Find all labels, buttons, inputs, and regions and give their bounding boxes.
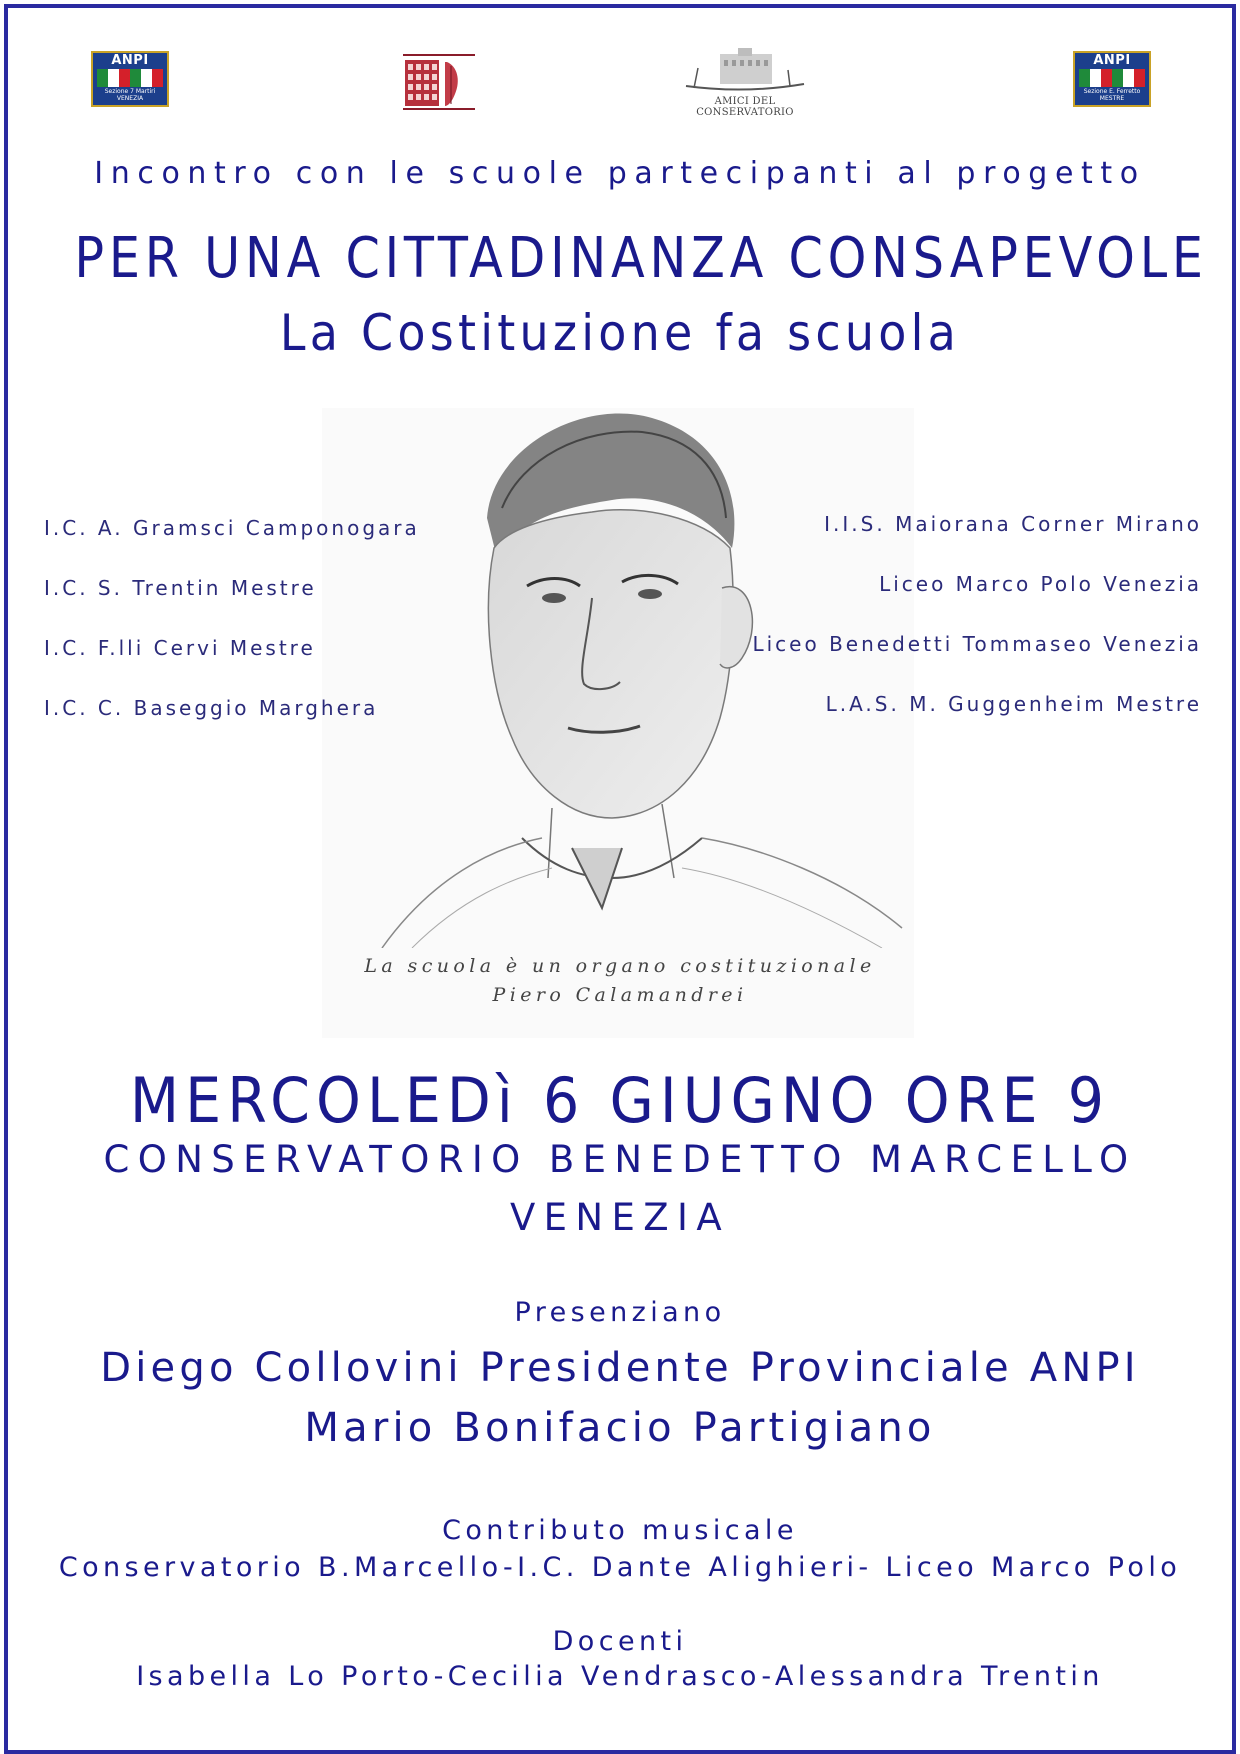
anpi-logo-subtext: Sezione 7 Martiri VENEZIA	[104, 88, 156, 102]
school-right-1: I.I.S. Maiorana Corner Mirano	[824, 512, 1202, 536]
project-title: PER UNA CITTADINANZA CONSAPEVOLE	[74, 226, 1208, 291]
amici-logo-text: AMICI DEL CONSERVATORIO	[696, 96, 794, 118]
event-date: MERCOLEDì 6 GIUGNO ORE 9	[129, 1064, 1111, 1137]
amici-del-conservatorio-logo	[680, 48, 810, 118]
teachers-label: Docenti	[552, 1626, 688, 1657]
anpi-venezia-logo	[91, 51, 169, 107]
intro-text: Incontro con le scuole partecipanti al progetto	[94, 156, 1146, 191]
building-icon	[680, 48, 810, 92]
conservatorio-logo	[403, 50, 475, 112]
italian-flag-icon	[1079, 69, 1145, 87]
portrait-sketch-image	[322, 408, 914, 948]
school-left-4: I.C. C. Baseggio Marghera	[44, 696, 379, 720]
calamandrei-portrait	[322, 408, 914, 1038]
teachers-names: Isabella Lo Porto-Cecilia Vendrasco-Alessandra Trentin	[136, 1661, 1104, 1692]
music-label: Contributo musicale	[442, 1515, 798, 1546]
school-left-1: I.C. A. Gramsci Camponogara	[44, 516, 420, 540]
school-left-2: I.C. S. Trentin Mestre	[44, 576, 317, 600]
event-city: VENEZIA	[509, 1196, 731, 1239]
event-venue: CONSERVATORIO BENEDETTO MARCELLO	[103, 1138, 1137, 1181]
project-subtitle: La Costituzione fa scuola	[279, 304, 961, 362]
music-contributors: Conservatorio B.Marcello-I.C. Dante Alighieri- Liceo Marco Polo	[58, 1552, 1182, 1583]
school-right-4: L.A.S. M. Guggenheim Mestre	[825, 692, 1202, 716]
anpi-logo-subtext: Sezione E. Ferretto MESTRE	[1083, 88, 1141, 102]
portrait-author: Piero Calamandrei	[492, 984, 748, 1006]
portrait-quote: La scuola è un organo costituzionale	[364, 955, 876, 977]
anpi-logo-text: ANPI	[1093, 53, 1131, 68]
presenter-2: Mario Bonifacio Partigiano	[304, 1405, 936, 1451]
school-right-2: Liceo Marco Polo Venezia	[879, 572, 1202, 596]
italian-flag-icon	[97, 69, 163, 87]
anpi-mestre-logo	[1073, 51, 1151, 107]
anpi-logo-text: ANPI	[111, 53, 149, 68]
presenter-1: Diego Collovini Presidente Provinciale ANPI	[100, 1345, 1140, 1391]
school-right-3: Liceo Benedetti Tommaseo Venezia	[752, 632, 1202, 656]
school-left-3: I.C. F.lli Cervi Mestre	[44, 636, 316, 660]
presenters-label: Presenziano	[514, 1297, 726, 1328]
